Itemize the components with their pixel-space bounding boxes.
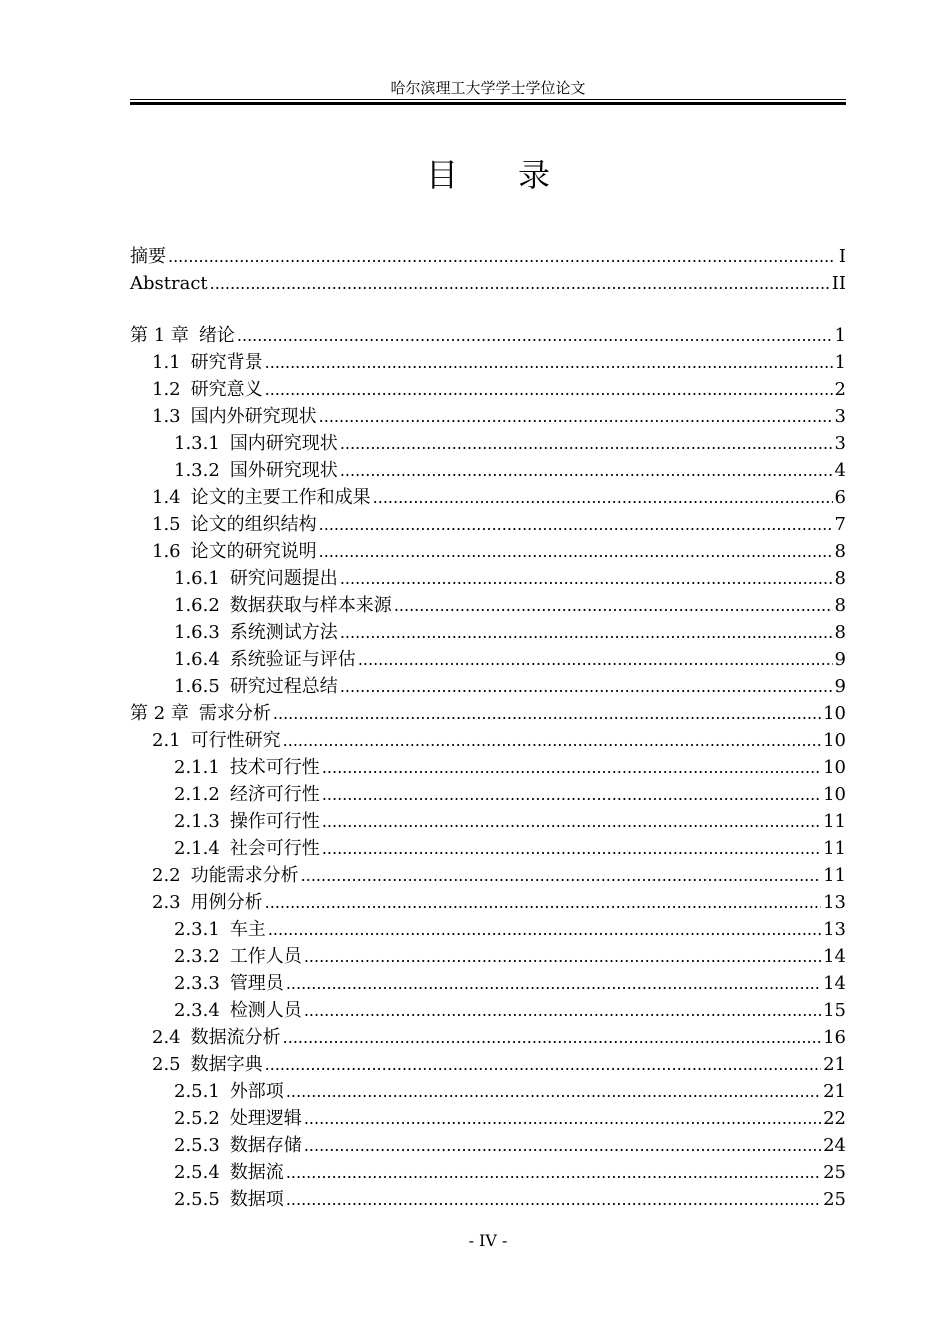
toc-page-number: II <box>831 273 846 294</box>
toc-dot-leader <box>340 619 833 646</box>
toc-entry-number: 2.3.2 <box>174 946 220 967</box>
toc-entry-number: 1.2 <box>152 379 181 400</box>
toc-page-number: 10 <box>823 703 846 724</box>
toc-entry-number: 1.5 <box>152 514 181 535</box>
toc-entry[interactable] <box>130 700 846 727</box>
toc-entry-title: 论文的组织结构 <box>190 514 317 535</box>
toc-dot-leader <box>265 889 821 916</box>
toc-entry[interactable] <box>130 243 846 270</box>
toc-page-number: 11 <box>823 811 846 832</box>
toc-entry-title: 工作人员 <box>229 946 302 967</box>
toc-page-number: 21 <box>823 1081 846 1102</box>
toc-entry[interactable] <box>130 403 846 430</box>
toc-entry-number: 2.5 <box>152 1054 181 1075</box>
toc-dot-leader <box>373 484 833 511</box>
toc-entry-number: 2.3.3 <box>174 973 220 994</box>
toc-entry[interactable] <box>130 1105 846 1132</box>
toc-entry[interactable] <box>130 592 846 619</box>
toc-entry-title: 数据流 <box>229 1162 284 1183</box>
toc-entry[interactable] <box>130 808 846 835</box>
toc-entry-title: 需求分析 <box>198 703 271 724</box>
toc-entry-title: 绪论 <box>198 325 235 346</box>
toc-entry[interactable] <box>130 889 846 916</box>
toc-entry-title: 可行性研究 <box>190 730 281 751</box>
toc-entry[interactable] <box>130 322 846 349</box>
toc-page-number: 8 <box>834 595 846 616</box>
page-number: - IV - <box>468 1231 508 1250</box>
toc-entry-number: 2.3.4 <box>174 1000 220 1021</box>
toc-dot-leader <box>340 457 833 484</box>
toc-page-number: 14 <box>823 946 846 967</box>
toc-dot-leader <box>210 270 830 297</box>
toc-page-number: 21 <box>823 1054 846 1075</box>
toc-dot-leader <box>340 673 833 700</box>
toc-entry[interactable] <box>130 349 846 376</box>
toc-entry-title: 国内外研究现状 <box>190 406 317 427</box>
toc-entry-number: 1.6 <box>152 541 181 562</box>
toc-entry-number: 2.1 <box>152 730 181 751</box>
toc-dot-leader <box>304 943 821 970</box>
toc-page-number: 11 <box>823 865 846 886</box>
toc-page-number: 10 <box>823 784 846 805</box>
toc-entry-number: 1.3.2 <box>174 460 220 481</box>
toc-entry-number: 第 2 章 <box>130 703 189 724</box>
toc-entry-title: 经济可行性 <box>229 784 320 805</box>
toc-entry[interactable] <box>130 1051 846 1078</box>
toc-page-number: 10 <box>823 730 846 751</box>
toc-entry-number: 2.5.3 <box>174 1135 220 1156</box>
toc-entry[interactable] <box>130 511 846 538</box>
toc-dot-leader <box>301 862 821 889</box>
toc-entry[interactable] <box>130 781 846 808</box>
toc-entry[interactable] <box>130 997 846 1024</box>
toc-page-number: 22 <box>823 1108 846 1129</box>
toc-page-number: 13 <box>823 919 846 940</box>
page-title-left: 目 <box>425 156 458 194</box>
toc-page-number: 11 <box>823 838 846 859</box>
toc-page-number: 3 <box>834 406 846 427</box>
toc-dot-leader <box>286 1078 821 1105</box>
toc-page-number: I <box>838 246 846 267</box>
toc-page-number: 8 <box>834 568 846 589</box>
toc-entry[interactable] <box>130 565 846 592</box>
toc-dot-leader <box>319 403 833 430</box>
toc-dot-leader <box>304 1105 821 1132</box>
toc-entry-number: 2.1.2 <box>174 784 220 805</box>
toc-entry-title: 数据字典 <box>190 1054 263 1075</box>
toc-dot-leader <box>322 835 821 862</box>
toc-entry-number: 1.6.2 <box>174 595 220 616</box>
toc-entry[interactable] <box>130 943 846 970</box>
toc-dot-leader <box>286 970 821 997</box>
toc-entry[interactable] <box>130 754 846 781</box>
toc-entry[interactable] <box>130 619 846 646</box>
toc-entry-number: 2.1.1 <box>174 757 220 778</box>
toc-entry[interactable] <box>130 484 846 511</box>
toc-entry[interactable] <box>130 1078 846 1105</box>
toc-entry-number: 2.3.1 <box>174 919 220 940</box>
toc-entry-title: 检测人员 <box>229 1000 302 1021</box>
toc-dot-leader <box>304 1132 821 1159</box>
toc-page-number: 9 <box>834 676 846 697</box>
toc-entry-title: 车主 <box>229 919 266 940</box>
toc-dot-leader <box>394 592 833 619</box>
toc-entry-number: 1.1 <box>152 352 181 373</box>
toc-page-number: 16 <box>823 1027 846 1048</box>
toc-entry[interactable] <box>130 835 846 862</box>
toc-dot-leader <box>283 727 821 754</box>
toc-entry-title: 技术可行性 <box>229 757 320 778</box>
toc-dot-leader <box>358 646 833 673</box>
toc-page-number: 9 <box>834 649 846 670</box>
toc-entry-number: 1.4 <box>152 487 181 508</box>
toc-page-number: 4 <box>834 460 846 481</box>
toc-dot-leader <box>322 754 821 781</box>
toc-dot-leader <box>168 243 834 270</box>
toc-dot-leader <box>340 430 833 457</box>
toc-entry-number: 2.1.3 <box>174 811 220 832</box>
toc-entry[interactable] <box>130 457 846 484</box>
toc-entry-number: 2.5.1 <box>174 1081 220 1102</box>
toc-dot-leader <box>268 916 821 943</box>
toc-entry-title: 论文的主要工作和成果 <box>190 487 371 508</box>
toc-page-number: 8 <box>834 622 846 643</box>
toc-entry-title: 系统测试方法 <box>229 622 338 643</box>
toc-page-number: 7 <box>834 514 846 535</box>
toc-dot-leader <box>265 349 833 376</box>
toc-entry-number: 2.4 <box>152 1027 181 1048</box>
toc-entry[interactable] <box>130 862 846 889</box>
toc-entry-title: 数据存储 <box>229 1135 302 1156</box>
toc-entry-number: 第 1 章 <box>130 325 189 346</box>
toc-dot-leader <box>237 322 833 349</box>
header-rule-thin <box>130 99 846 100</box>
toc-dot-leader <box>273 700 821 727</box>
toc-entry[interactable] <box>130 1132 846 1159</box>
toc-page-number: 1 <box>834 352 846 373</box>
toc-entry[interactable] <box>130 430 846 457</box>
page-title-right: 录 <box>518 156 551 194</box>
toc-dot-leader <box>265 1051 821 1078</box>
toc-page-number: 24 <box>823 1135 846 1156</box>
toc-page-number: 3 <box>834 433 846 454</box>
toc-entry-title: 数据获取与样本来源 <box>229 595 392 616</box>
toc-entry-number: 1.3.1 <box>174 433 220 454</box>
toc-entry-title: 系统验证与评估 <box>229 649 356 670</box>
toc-page-number: 6 <box>834 487 846 508</box>
toc-entry[interactable] <box>130 916 846 943</box>
toc-page-number: 10 <box>823 757 846 778</box>
toc-entry-number: 2.5.2 <box>174 1108 220 1129</box>
table-of-contents <box>130 243 846 1213</box>
toc-page-number: 25 <box>823 1162 846 1183</box>
toc-entry[interactable] <box>130 727 846 754</box>
toc-dot-leader <box>265 376 833 403</box>
toc-entry-number: 1.6.5 <box>174 676 220 697</box>
toc-entry-title: 研究意义 <box>190 379 263 400</box>
toc-dot-leader <box>283 1024 821 1051</box>
header-rule-thick <box>130 102 846 105</box>
running-header: 哈尔滨理工大学学士学位论文 <box>390 79 586 97</box>
toc-dot-leader <box>286 1159 821 1186</box>
toc-entry[interactable] <box>130 970 846 997</box>
toc-entry[interactable] <box>130 270 846 297</box>
toc-entry-number: 2.1.4 <box>174 838 220 859</box>
toc-entry[interactable] <box>130 646 846 673</box>
toc-entry-title: 摘要 <box>130 246 166 267</box>
toc-entry-number: 2.3 <box>152 892 181 913</box>
toc-page-number: 13 <box>823 892 846 913</box>
toc-entry-title: 管理员 <box>229 973 284 994</box>
toc-entry-title: 操作可行性 <box>229 811 320 832</box>
toc-entry-number: 2.2 <box>152 865 181 886</box>
toc-dot-leader <box>304 997 821 1024</box>
toc-page-number: 1 <box>834 325 846 346</box>
toc-entry-number: 1.6.3 <box>174 622 220 643</box>
toc-entry-number: 2.5.4 <box>174 1162 220 1183</box>
toc-entry-number: 1.6.4 <box>174 649 220 670</box>
toc-dot-leader <box>340 565 833 592</box>
toc-dot-leader <box>319 538 833 565</box>
toc-entry[interactable] <box>130 1024 846 1051</box>
toc-entry-title: Abstract <box>130 273 208 294</box>
toc-page-number: 14 <box>823 973 846 994</box>
toc-entry-number: 2.5.5 <box>174 1189 220 1210</box>
toc-entry-title: 处理逻辑 <box>229 1108 302 1129</box>
page-title <box>130 150 846 200</box>
toc-entry-title: 社会可行性 <box>229 838 320 859</box>
toc-entry-title: 国内研究现状 <box>229 433 338 454</box>
toc-page-number: 8 <box>834 541 846 562</box>
toc-entry-title: 研究背景 <box>190 352 263 373</box>
toc-entry-title: 用例分析 <box>190 892 263 913</box>
toc-entry-title: 研究过程总结 <box>229 676 338 697</box>
toc-entry-title: 研究问题提出 <box>229 568 338 589</box>
toc-entry-title: 功能需求分析 <box>190 865 299 886</box>
toc-dot-leader <box>319 511 833 538</box>
toc-page-number: 25 <box>823 1189 846 1210</box>
toc-dot-leader <box>286 1186 821 1213</box>
toc-spacer <box>130 297 846 322</box>
toc-entry-title: 国外研究现状 <box>229 460 338 481</box>
toc-entry[interactable] <box>130 376 846 403</box>
toc-dot-leader <box>322 781 821 808</box>
toc-entry-title: 外部项 <box>229 1081 284 1102</box>
toc-entry-title: 论文的研究说明 <box>190 541 317 562</box>
toc-entry-title: 数据流分析 <box>190 1027 281 1048</box>
toc-page-number: 15 <box>823 1000 846 1021</box>
toc-entry[interactable] <box>130 538 846 565</box>
toc-entry[interactable] <box>130 1186 846 1213</box>
toc-entry-number: 1.6.1 <box>174 568 220 589</box>
toc-dot-leader <box>322 808 821 835</box>
toc-entry-number: 1.3 <box>152 406 181 427</box>
toc-entry-title: 数据项 <box>229 1189 284 1210</box>
toc-entry[interactable] <box>130 673 846 700</box>
toc-page-number: 2 <box>834 379 846 400</box>
toc-entry[interactable] <box>130 1159 846 1186</box>
